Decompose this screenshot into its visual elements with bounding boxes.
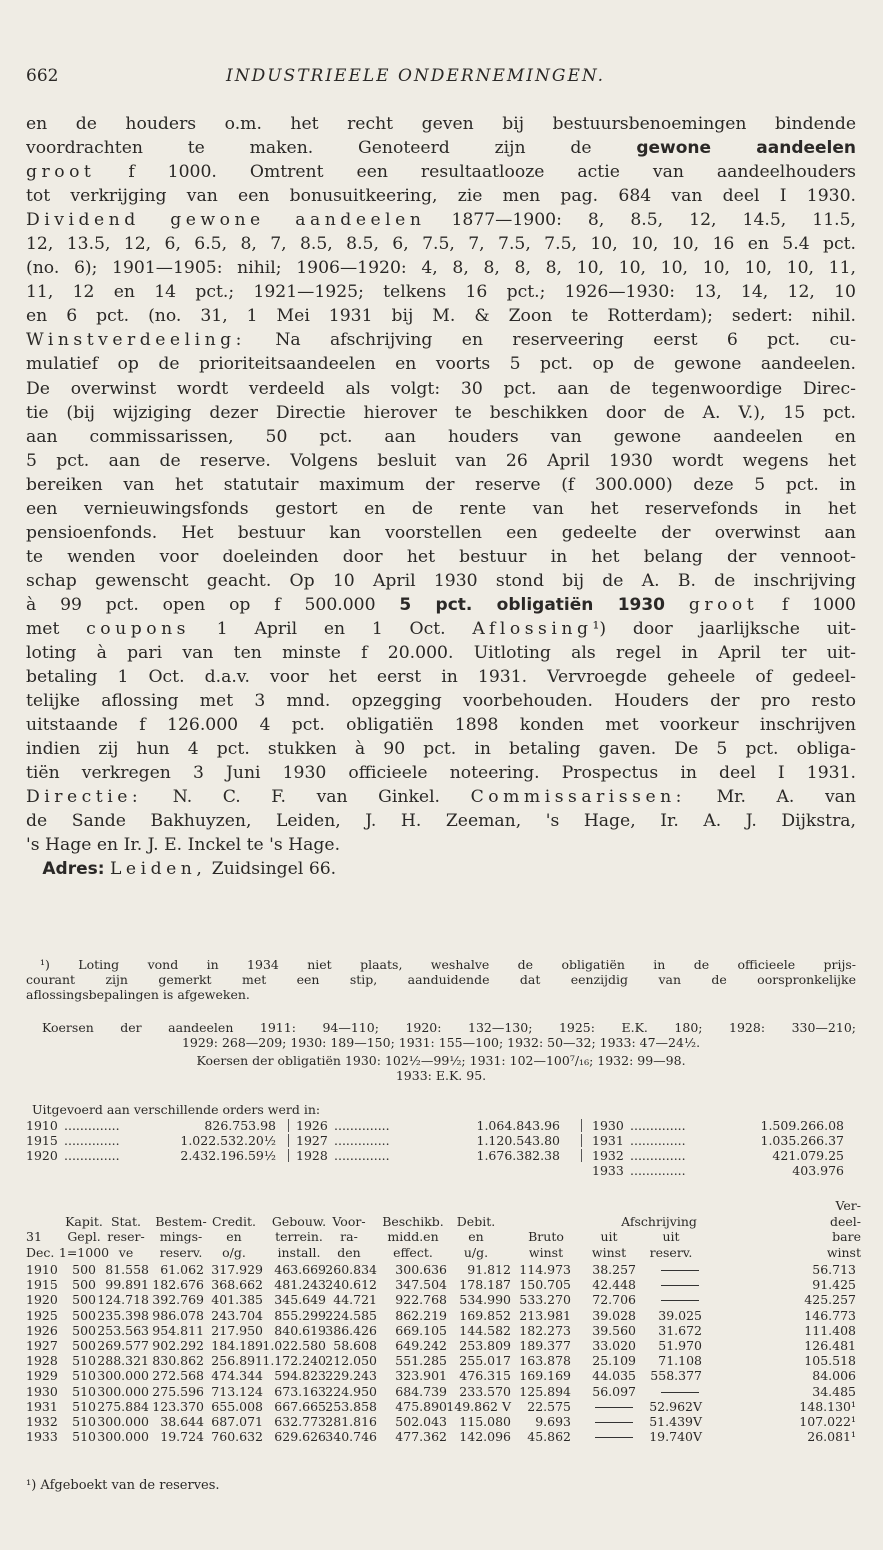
table-cell: 275.884 xyxy=(97,1398,149,1414)
order-value: 826.753.98 xyxy=(204,1118,276,1133)
column-header: reserv. xyxy=(159,1244,203,1260)
running-title: INDUSTRIEELE ONDERNEMINGEN. xyxy=(226,66,606,86)
row-year: 1926 xyxy=(26,1322,58,1338)
table-cell: 300.000 xyxy=(97,1383,149,1399)
text-line: 12, 13.5, 12, 6, 6.5, 8, 7, 8.5, 8.5, 6, 7.5, 7, 7.5, 7.5, 10, 10, 10, 16 en 5.4 pct. xyxy=(26,234,856,255)
table-cell: 99.891 xyxy=(105,1277,149,1293)
table-cell: 107.022¹ xyxy=(799,1414,856,1429)
table-cell: 902.292 xyxy=(152,1338,204,1353)
row-year: 1927 xyxy=(26,1338,58,1353)
text-line: telijke aflossing met 3 mnd. opzegging voorbehouden. Houders der pro resto xyxy=(26,691,856,712)
table-cell: 126.481 xyxy=(804,1338,856,1353)
column-header: midd.en xyxy=(387,1229,439,1244)
table-cell: 830.862 xyxy=(152,1353,204,1369)
table-cell: 38.644 xyxy=(160,1414,204,1429)
dot-leader: .............. xyxy=(630,1163,686,1178)
order-year: 1926 xyxy=(296,1118,328,1133)
data-row xyxy=(26,1429,856,1444)
table-cell: 510 xyxy=(72,1414,96,1429)
column-header: 31 xyxy=(26,1229,42,1244)
row-year: 1920 xyxy=(26,1292,58,1308)
column-header: reserv. xyxy=(649,1244,693,1260)
table-cell: 253.858 xyxy=(325,1398,377,1414)
adres-heading: Adres: xyxy=(42,859,105,880)
text-line: tiën verkregen 3 Juni 1930 officieele noteering. Prospectus in deel I 1931. xyxy=(26,763,856,784)
table-cell: 253.563 xyxy=(97,1322,149,1338)
table-cell: 401.385 xyxy=(211,1292,263,1308)
row-year: 1932 xyxy=(26,1414,58,1429)
order-year: 1927 xyxy=(296,1133,328,1148)
address-line: Adres: Leiden, Zuidsingel 66. xyxy=(42,859,337,880)
table-cell: 502.043 xyxy=(395,1414,447,1429)
table-cell: 510 xyxy=(72,1383,96,1399)
table-cell: 510 xyxy=(72,1398,96,1414)
table-cell: 340.746 xyxy=(325,1429,377,1445)
table-cell: 317.929 xyxy=(211,1262,263,1277)
table-cell: 184.189 xyxy=(211,1338,263,1353)
column-header: 1=1000 xyxy=(58,1244,110,1260)
table-cell: 558.377 xyxy=(650,1368,702,1384)
column-header: reser- xyxy=(107,1229,145,1244)
table-cell: 212.050 xyxy=(325,1353,377,1369)
table-cell: 260.834 xyxy=(325,1262,377,1277)
column-header: winst xyxy=(528,1244,564,1260)
text-line: schap gewenscht geacht. Op 10 April 1930 stond bij de A. B. de inschrijving xyxy=(26,570,856,591)
directie-line: Directie: N. C. F. van Ginkel. Commissarissen: Mr. A. van xyxy=(26,787,856,808)
table-cell xyxy=(661,1277,702,1292)
table-cell: 91.425 xyxy=(812,1277,856,1293)
text-line: tot verkrijging van een bonusuitkeering, zie men pag. 684 van deel I 1930. xyxy=(26,186,856,207)
column-header: Kapit. xyxy=(65,1213,103,1229)
table-cell: 169.852 xyxy=(459,1307,511,1323)
gewone-aandeelen-heading: gewone aandeelen xyxy=(636,138,856,159)
column-header: Credit. xyxy=(212,1213,256,1229)
table-cell: 954.811 xyxy=(152,1322,204,1338)
table-cell: 26.081¹ xyxy=(807,1429,856,1445)
row-year: 1910 xyxy=(26,1262,58,1277)
table-cell: 1.172.240 xyxy=(262,1353,326,1369)
table-cell: 474.344 xyxy=(211,1368,263,1384)
text-line: pensioenfonds. Het bestuur kan voorstellen een gedeelte der overwinst aan xyxy=(26,522,856,543)
table-cell: 51.970 xyxy=(658,1338,702,1353)
table-cell: 323.901 xyxy=(395,1368,447,1384)
table-cell: 25.109 xyxy=(592,1353,636,1369)
data-row xyxy=(26,1414,856,1429)
table-cell: 45.862 xyxy=(527,1429,571,1445)
orders-row xyxy=(26,1148,856,1163)
table-cell: 840.619 xyxy=(274,1322,326,1338)
column-header: uit xyxy=(600,1229,618,1244)
koersen-obligatien: Koersen der obligatiën 1930: 102½—99½; 1931: 102—100⁷/₁₆; 1932: 99—98. xyxy=(196,1053,686,1068)
table-cell: 163.878 xyxy=(519,1353,571,1369)
table-cell: 178.187 xyxy=(459,1277,511,1293)
order-value: 1.035.266.37 xyxy=(760,1133,844,1148)
data-row xyxy=(26,1308,856,1323)
column-header: Dec. xyxy=(26,1244,55,1260)
data-row xyxy=(26,1399,856,1414)
order-value: 403.976 xyxy=(792,1163,844,1178)
table-cell: 500 xyxy=(72,1292,96,1308)
table-cell: 52.962V xyxy=(649,1398,702,1414)
table-cell: 58.608 xyxy=(333,1338,377,1353)
table-cell: 533.270 xyxy=(519,1292,571,1308)
table-cell: 386.426 xyxy=(325,1322,377,1338)
column-header: deel- xyxy=(829,1213,861,1229)
column-header: effect. xyxy=(393,1244,433,1260)
table-cell: 281.816 xyxy=(325,1414,377,1429)
table-cell: 105.518 xyxy=(804,1353,856,1369)
obligatien-line: à 99 pct. open op f 500.000 5 pct. obligatiën 1930 groot f 1000 xyxy=(26,594,856,615)
table-cell: 31.672 xyxy=(658,1322,702,1338)
data-row xyxy=(26,1353,856,1368)
table-cell: 182.676 xyxy=(152,1277,204,1293)
column-divider xyxy=(581,1134,582,1147)
table-cell: 269.577 xyxy=(97,1338,149,1353)
data-row xyxy=(26,1338,856,1353)
text-line: groot f 1000. Omtrent een resultaatlooze actie van aandeelhouders xyxy=(26,162,856,183)
column-header: Debit. xyxy=(456,1213,496,1229)
data-row xyxy=(26,1368,856,1383)
text-line: betaling 1 Oct. d.a.v. voor het eerst in 1931. Vervroegde geheele of gedeel- xyxy=(26,667,856,688)
dot-leader: .............. xyxy=(630,1133,686,1148)
column-divider xyxy=(581,1149,582,1162)
column-header: bare xyxy=(832,1229,861,1244)
table-cell: 144.582 xyxy=(459,1322,511,1338)
table-cell: 655.008 xyxy=(211,1398,263,1414)
table-cell: 500 xyxy=(72,1338,96,1353)
text-line: voordrachten te maken. Genoteerd zijn de gewone aandeelen xyxy=(26,138,856,159)
table-cell: 19.724 xyxy=(160,1429,204,1445)
text-line: 11, 12 en 14 pct.; 1921—1925; telkens 16 pct.; 1926—1930: 13, 14, 12, 10 xyxy=(26,282,856,303)
table-cell: 500 xyxy=(72,1307,96,1323)
table-cell: 500 xyxy=(72,1322,96,1338)
header-row xyxy=(26,1229,861,1244)
column-divider xyxy=(581,1119,582,1132)
table-cell: 114.973 xyxy=(519,1262,571,1277)
table-cell: 229.243 xyxy=(325,1368,377,1384)
obligatien-heading: 5 pct. obligatiën 1930 xyxy=(399,594,666,615)
table-cell: 760.632 xyxy=(211,1429,263,1445)
column-header: uit xyxy=(662,1229,680,1244)
dot-leader: .............. xyxy=(334,1148,390,1163)
row-year: 1925 xyxy=(26,1307,58,1323)
text-line: de Sande Bakhuyzen, Leiden, J. H. Zeeman, 's Hage, Ir. A. J. Dijkstra, xyxy=(26,811,856,832)
table-cell: 463.669 xyxy=(274,1262,326,1277)
data-row xyxy=(26,1384,856,1399)
table-cell: 551.285 xyxy=(395,1353,447,1369)
table-cell: 986.078 xyxy=(152,1307,204,1323)
order-value: 1.120.543.80 xyxy=(476,1133,560,1148)
table-cell: 713.124 xyxy=(211,1383,263,1399)
order-value: 1.022.532.20½ xyxy=(180,1133,276,1148)
text-line: indien zij hun 4 pct. stukken à 90 pct. in betaling gaven. De 5 pct. obliga- xyxy=(26,739,856,760)
text-line: uitstaande f 126.000 4 pct. obligatiën 1898 konden met voorkeur inschrijven xyxy=(26,715,856,736)
row-year: 1933 xyxy=(26,1429,58,1445)
company-description xyxy=(26,112,856,882)
table-cell: 56.097 xyxy=(592,1383,636,1399)
column-header: o/g. xyxy=(222,1244,246,1260)
table-cell: 51.439V xyxy=(649,1414,702,1429)
column-header: en xyxy=(226,1229,242,1244)
table-cell: 1.022.580 xyxy=(262,1338,326,1353)
dot-leader: .............. xyxy=(64,1118,120,1133)
table-cell: 684.739 xyxy=(395,1383,447,1399)
table-cell: 84.006 xyxy=(812,1368,856,1384)
table-cell: 34.485 xyxy=(812,1383,856,1399)
table-cell: 111.408 xyxy=(804,1322,856,1338)
table-cell: 39.560 xyxy=(592,1322,636,1338)
header-row xyxy=(26,1198,861,1213)
column-header: ve xyxy=(118,1244,134,1260)
table-cell: 275.596 xyxy=(152,1383,204,1399)
table-cell: 673.163 xyxy=(274,1383,326,1399)
table-cell: 38.257 xyxy=(592,1262,636,1277)
table-cell: 687.071 xyxy=(211,1414,263,1429)
table-cell: 189.377 xyxy=(519,1338,571,1353)
table-cell: 629.626 xyxy=(274,1429,326,1445)
column-header: Gebouw. xyxy=(271,1213,327,1229)
table-cell: 476.315 xyxy=(459,1368,511,1384)
table-cell: 142.096 xyxy=(459,1429,511,1445)
column-header: install. xyxy=(277,1244,321,1260)
table-cell: 213.981 xyxy=(519,1307,571,1323)
table-cell: 347.504 xyxy=(395,1277,447,1293)
column-header: winst xyxy=(591,1244,627,1260)
table-cell: 300.636 xyxy=(395,1262,447,1277)
dot-leader: .............. xyxy=(334,1133,390,1148)
table-cell: 256.891 xyxy=(211,1353,263,1369)
dot-leader: .............. xyxy=(64,1148,120,1163)
table-cell: 300.000 xyxy=(97,1368,149,1384)
column-header: Bruto xyxy=(528,1229,564,1244)
table-cell: 477.362 xyxy=(395,1429,447,1445)
table-cell: 632.773 xyxy=(274,1414,326,1429)
table-cell: 288.321 xyxy=(97,1353,149,1369)
text-line: bereiken van het statutair maximum der reserve (f 300.000) deze 5 pct. in xyxy=(26,474,856,495)
order-year: 1933 xyxy=(592,1163,624,1178)
table-cell: 500 xyxy=(72,1277,96,1293)
table-cell: 481.243 xyxy=(274,1277,326,1293)
table-cell: 61.062 xyxy=(160,1262,204,1277)
table-cell: 148.130¹ xyxy=(799,1398,856,1414)
order-year: 1915 xyxy=(26,1133,58,1148)
column-header: Bestem- xyxy=(155,1213,207,1229)
order-value: 2.432.196.59½ xyxy=(180,1148,276,1163)
koersen-obligatien-cont: 1933: E.K. 95. xyxy=(395,1068,487,1083)
data-row xyxy=(26,1292,856,1307)
table-cell: 425.257 xyxy=(804,1292,856,1308)
header-row xyxy=(26,1213,861,1229)
orders-title: Uitgevoerd aan verschillende orders werd in: xyxy=(32,1102,321,1117)
text-line: aan commissarissen, 50 pct. aan houders van gewone aandeelen en xyxy=(26,426,856,447)
table-cell: 667.665 xyxy=(274,1398,326,1414)
table-cell: 169.169 xyxy=(519,1368,571,1384)
dot-leader: .............. xyxy=(334,1118,390,1133)
table-cell: 124.718 xyxy=(97,1292,149,1308)
table-cell: 39.025 xyxy=(658,1307,702,1323)
data-row xyxy=(26,1262,856,1277)
data-row xyxy=(26,1323,856,1338)
table-cell: 345.649 xyxy=(274,1292,326,1308)
table-cell: 71.108 xyxy=(658,1353,702,1369)
order-year: 1928 xyxy=(296,1148,328,1163)
table-cell: 594.823 xyxy=(274,1368,326,1384)
column-header: Ver- xyxy=(835,1198,861,1213)
table-cell: 300.000 xyxy=(97,1429,149,1445)
table-cell: 235.398 xyxy=(97,1307,149,1323)
table-cell xyxy=(661,1384,702,1399)
table-cell: 300.000 xyxy=(97,1414,149,1429)
table-cell: 922.768 xyxy=(395,1292,447,1308)
table-cell: 19.740V xyxy=(649,1429,702,1445)
coupons-line: met coupons 1 April en 1 Oct. Aflossing¹) door jaarlijksche uit- xyxy=(26,618,856,639)
table-cell: 42.448 xyxy=(592,1277,636,1293)
row-year: 1930 xyxy=(26,1383,58,1399)
table-cell: 392.769 xyxy=(152,1292,204,1308)
column-header: Stat. xyxy=(110,1213,142,1229)
table-cell: 182.273 xyxy=(519,1322,571,1338)
table-cell: 475.890 xyxy=(395,1398,447,1414)
table-cell: 224.950 xyxy=(325,1383,377,1399)
order-value: 1.676.382.38 xyxy=(476,1148,560,1163)
table-cell: 72.706 xyxy=(592,1292,636,1308)
order-year: 1920 xyxy=(26,1148,58,1163)
table-cell: 33.020 xyxy=(592,1338,636,1353)
column-header: ra- xyxy=(340,1229,358,1244)
page-number: 662 xyxy=(26,66,59,86)
table-cell xyxy=(661,1262,702,1277)
table-cell: 146.773 xyxy=(804,1307,856,1323)
text-line: loting à pari van ten minste f 20.000. Uitloting als regel in April ter uit- xyxy=(26,643,856,664)
koersen-aandeelen: Koersen der aandeelen 1911: 94—110; 1920: 132—130; 1925: E.K. 180; 1928: 330—210; xyxy=(42,1020,856,1035)
table-cell: 510 xyxy=(72,1353,96,1369)
column-divider xyxy=(288,1119,289,1132)
column-header: en xyxy=(468,1229,484,1244)
table-cell: 44.035 xyxy=(592,1368,636,1384)
orders-row xyxy=(26,1118,856,1133)
table-cell: 240.612 xyxy=(325,1277,377,1293)
table-cell xyxy=(595,1414,636,1429)
column-header: u/g. xyxy=(463,1244,489,1260)
order-value: 421.079.25 xyxy=(772,1148,844,1163)
orders-row xyxy=(26,1163,856,1178)
koersen-block xyxy=(26,1020,856,1083)
order-value: 1.064.843.96 xyxy=(476,1118,560,1133)
orders-row xyxy=(26,1133,856,1148)
table-cell: 862.219 xyxy=(395,1307,447,1323)
column-header: Afschrijving xyxy=(621,1213,697,1229)
text-line: mulatief op de prioriteitsaandeelen en voorts 5 pct. op de gewone aandeelen. xyxy=(26,354,856,375)
text-line: (no. 6); 1901—1905: nihil; 1906—1920: 4, 8, 8, 8, 8, 10, 10, 10, 10, 10, 10, 11, xyxy=(26,258,856,279)
dot-leader: .............. xyxy=(630,1118,686,1133)
column-header: Voor- xyxy=(332,1213,366,1229)
winstverdeeling-line: Winstverdeeling: Na afschrijving en reserveering eerst 6 pct. cu- xyxy=(26,330,856,351)
table-cell: 649.242 xyxy=(395,1338,447,1353)
table-cell: 510 xyxy=(72,1429,96,1445)
table-cell xyxy=(661,1292,702,1307)
column-header: winst xyxy=(826,1244,861,1260)
table-cell: 510 xyxy=(72,1368,96,1384)
table-cell: 22.575 xyxy=(527,1398,571,1414)
text-line: en de houders o.m. het recht geven bij bestuursbenoemingen bindende xyxy=(26,114,856,134)
table-cell: 368.662 xyxy=(211,1277,263,1293)
text-line: tie (bij wijziging dezer Directie hierover te beschikken door de A. V.), 15 pct. xyxy=(26,402,856,423)
row-year: 1915 xyxy=(26,1277,58,1293)
row-year: 1931 xyxy=(26,1398,58,1414)
text-line: te wenden voor doeleinden door het bestuur in het belang der vennoot- xyxy=(26,546,856,567)
column-header: den xyxy=(337,1244,361,1260)
table-cell: 44.721 xyxy=(333,1292,377,1308)
order-value: 1.509.266.08 xyxy=(760,1118,844,1133)
dot-leader: .............. xyxy=(630,1148,686,1163)
table-cell: 253.809 xyxy=(459,1338,511,1353)
row-year: 1929 xyxy=(26,1368,58,1384)
table-cell xyxy=(595,1399,636,1414)
dividend-heading-line: Dividend gewone aandeelen 1877—1900: 8, 8.5, 12, 14.5, 11.5, xyxy=(26,210,856,231)
column-header: Beschikb. xyxy=(382,1213,444,1229)
column-divider xyxy=(288,1149,289,1162)
table-cell: 233.570 xyxy=(459,1383,511,1399)
table-cell xyxy=(595,1429,636,1444)
header-row xyxy=(26,1244,861,1260)
order-year: 1910 xyxy=(26,1118,58,1133)
column-header: mings- xyxy=(159,1229,203,1244)
footnote-reserves: ¹) Afgeboekt van de reserves. xyxy=(26,1478,220,1493)
text-line: De overwinst wordt verdeeld als volgt: 30 pct. aan de tegenwoordige Direc- xyxy=(26,378,856,399)
table-cell: 150.705 xyxy=(519,1277,571,1293)
row-year: 1928 xyxy=(26,1353,58,1369)
table-cell: 115.080 xyxy=(459,1414,511,1429)
order-year: 1932 xyxy=(592,1148,624,1163)
table-cell: 669.105 xyxy=(395,1322,447,1338)
table-cell: 56.713 xyxy=(812,1262,856,1277)
text-line: en 6 pct. (no. 31, 1 Mei 1931 bij M. & Zoon te Rotterdam); sedert: nihil. xyxy=(26,306,856,327)
table-cell: 217.950 xyxy=(211,1322,263,1338)
table-cell: 39.028 xyxy=(592,1307,636,1323)
column-divider xyxy=(288,1134,289,1147)
table-cell: 9.693 xyxy=(535,1414,571,1429)
table-cell: 81.558 xyxy=(105,1262,149,1277)
table-cell: 272.568 xyxy=(152,1368,204,1384)
column-header: terrein. xyxy=(275,1229,323,1244)
dot-leader: .............. xyxy=(64,1133,120,1148)
column-header: Gepl. xyxy=(67,1229,101,1244)
table-cell: 243.704 xyxy=(211,1307,263,1323)
koersen-aandeelen-cont: 1929: 268—209; 1930: 189—150; 1931: 155—100; 1932: 50—32; 1933: 47—24½. xyxy=(181,1035,701,1050)
data-row xyxy=(26,1277,856,1292)
footnote-loting: ¹) Loting vond in 1934 niet plaats, weshalve de obligatiën in de officieele prijs- courant zijn gemerkt met een stip, aanduidende dat eenzijdig van de oorspronkelijke aflossingsbepalingen is afgeweken. xyxy=(26,957,856,1002)
table-cell: 855.299 xyxy=(274,1307,326,1323)
table-cell: 91.812 xyxy=(467,1262,511,1277)
table-cell: 500 xyxy=(72,1262,96,1277)
table-cell: 534.990 xyxy=(459,1292,511,1308)
order-year: 1930 xyxy=(592,1118,624,1133)
table-cell: 255.017 xyxy=(459,1353,511,1369)
order-year: 1931 xyxy=(592,1133,624,1148)
table-cell: 224.585 xyxy=(325,1307,377,1323)
text-line: 's Hage en Ir. J. E. Inckel te 's Hage. xyxy=(26,835,341,856)
table-cell: 125.894 xyxy=(519,1383,571,1399)
table-cell: 123.370 xyxy=(152,1398,204,1414)
table-cell: 149.862 V xyxy=(446,1398,511,1414)
text-line: een vernieuwingsfonds gestort en de rente van het reservefonds in het xyxy=(26,498,856,519)
text-line: 5 pct. aan de reserve. Volgens besluit van 26 April 1930 wordt wegens het xyxy=(26,450,856,471)
